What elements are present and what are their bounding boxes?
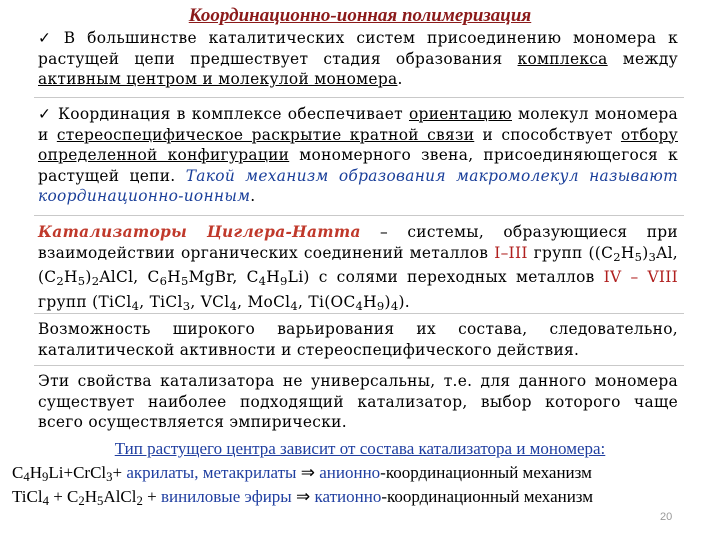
p3-text: H <box>167 268 181 286</box>
p1-term-complex: комплекса <box>517 49 608 68</box>
subscript: 3 <box>182 298 191 313</box>
subscript: 2 <box>136 494 143 508</box>
subscript: 2 <box>91 274 100 288</box>
eq2-cationic: катионно <box>314 487 382 506</box>
subscript: 4 <box>131 298 140 313</box>
implies-arrow-icon: ⇒ <box>296 463 320 482</box>
subscript: 4 <box>355 298 364 313</box>
p2-term-stereospecific: стереоспецифическое раскрытие кратной связи <box>56 125 475 144</box>
p3-text: ) <box>85 268 92 286</box>
eq1-anionic: анионно <box>319 463 381 482</box>
p1-text-a: В большинстве каталитических систем присоединению мономера к растущей цепи предшествует стадия образования <box>38 29 678 68</box>
p3-groups-1: I–III <box>494 243 528 262</box>
p3-text: групп (TiCl <box>38 292 132 311</box>
implies-arrow-icon: ⇒ <box>291 487 315 506</box>
subscript: 3 <box>648 249 657 264</box>
p2-text-i: . <box>250 187 256 205</box>
p3-text: AlCl, C <box>99 268 160 286</box>
eq1-text: C <box>12 463 24 482</box>
subscript: 4 <box>229 298 238 313</box>
p2-text-a: Координация в комплексе обеспечивает <box>58 105 409 123</box>
p1-term-active-center: активным центром и молекулой мономера <box>38 70 398 88</box>
subscript: 6 <box>159 274 168 288</box>
p3-text: , TiCl <box>139 292 183 311</box>
eq2-text: AlCl <box>103 487 137 506</box>
eq1-text: + <box>112 463 127 482</box>
eq2-text: TiCl <box>12 487 43 506</box>
p3-text: H <box>620 243 635 262</box>
subscript: 5 <box>77 274 86 288</box>
eq2-mechanism: -координационный механизм <box>381 487 594 506</box>
p3-text: , MoCl <box>237 292 291 311</box>
p3-text-c: групп ((C <box>527 243 614 262</box>
subscript: 2 <box>613 249 621 264</box>
checkmark-icon: ✓ <box>38 105 53 123</box>
separator <box>34 365 684 366</box>
checkmark-icon: ✓ <box>38 29 58 47</box>
p3-text: H <box>363 292 377 311</box>
subscript: 5 <box>97 494 104 508</box>
subscript: 2 <box>78 494 85 508</box>
p2-term-orientation: ориентацию <box>408 105 512 123</box>
eq1-text: H <box>29 463 42 482</box>
subscript: 9 <box>280 274 288 288</box>
p3-text: ) <box>384 292 391 311</box>
eq1-mechanism: -координационный механизм <box>380 463 592 482</box>
equation-anionic <box>12 462 592 488</box>
p3-text: MgBr, C <box>188 268 259 286</box>
p3-text-a: – системы, образующиеся при взаимодействии органических соединений металлов <box>38 223 678 262</box>
paragraph-ziegler-natta <box>38 222 678 316</box>
separator <box>34 215 684 216</box>
separator <box>34 313 684 314</box>
p2-text-e: и способствует <box>474 125 621 144</box>
eq1-monomers: акрилаты, метакрилаты <box>126 463 297 482</box>
separator <box>34 97 684 98</box>
paragraph-complex <box>38 28 678 90</box>
subscript: 2 <box>56 274 65 288</box>
p2-term-selection: отбору определенной конфигурации <box>38 125 678 164</box>
p3-text: , Ti(OC <box>298 292 356 311</box>
paragraph-coordination <box>38 104 678 207</box>
equation-cationic <box>12 486 593 512</box>
eq2-text: + C <box>48 487 79 506</box>
p3-groups-2: IV – VIII <box>603 268 679 286</box>
ziegler-natta-term: Катализаторы Циглера-Натта <box>38 223 361 241</box>
page-title: Координационно-ионная полимеризация <box>188 5 532 26</box>
subscript: 4 <box>258 274 267 288</box>
p1-text-e: . <box>397 70 403 88</box>
paragraph-variation: Возможность широкого варьирования их состава, следовательно, каталитической активности и стереоспецифического действия. <box>38 320 678 359</box>
subscript: 5 <box>634 249 643 264</box>
page-number: 20 <box>660 511 673 523</box>
eq2-monomers: виниловые эфиры <box>160 487 292 506</box>
subscript: 9 <box>376 298 385 313</box>
p2-definition: Такой механизм образования макромолекул называют координационно-ионным <box>38 166 679 205</box>
subscript: 3 <box>106 470 113 484</box>
subscript: 4 <box>42 494 49 508</box>
subscript: 5 <box>180 274 189 288</box>
subscript: 4 <box>23 470 30 484</box>
subscript: 4 <box>290 298 299 313</box>
center-heading: Тип растущего центра зависит от состава катализатора и мономера: <box>114 439 606 458</box>
p1-text-c: между <box>607 49 678 68</box>
p3-text: , VCl <box>190 292 230 311</box>
eq1-text: Li+CrCl <box>48 463 107 482</box>
p3-text: Li) с солями переходных металлов <box>287 268 604 286</box>
p3-text: H <box>64 268 78 286</box>
eq2-text: + <box>142 487 161 506</box>
p2-text-g: мономерного звена, присоединяющегося к растущей цепи. <box>38 146 678 185</box>
p3-text: Al, (C <box>38 243 679 286</box>
subscript: 9 <box>42 470 49 484</box>
subscript: 4 <box>390 298 399 313</box>
paragraph-properties: Эти свойства катализатора не универсальны, т.е. для данного мономера существует наиболее подходящий катализатор, выбор которого чаще всего осуществляется эмпирически. <box>38 372 678 431</box>
p3-text: H <box>266 268 281 286</box>
p3-text: ) <box>642 243 649 262</box>
eq2-text: H <box>84 487 98 506</box>
p3-text: ). <box>398 292 410 311</box>
p2-text-c: молекул мономера и <box>38 105 679 144</box>
